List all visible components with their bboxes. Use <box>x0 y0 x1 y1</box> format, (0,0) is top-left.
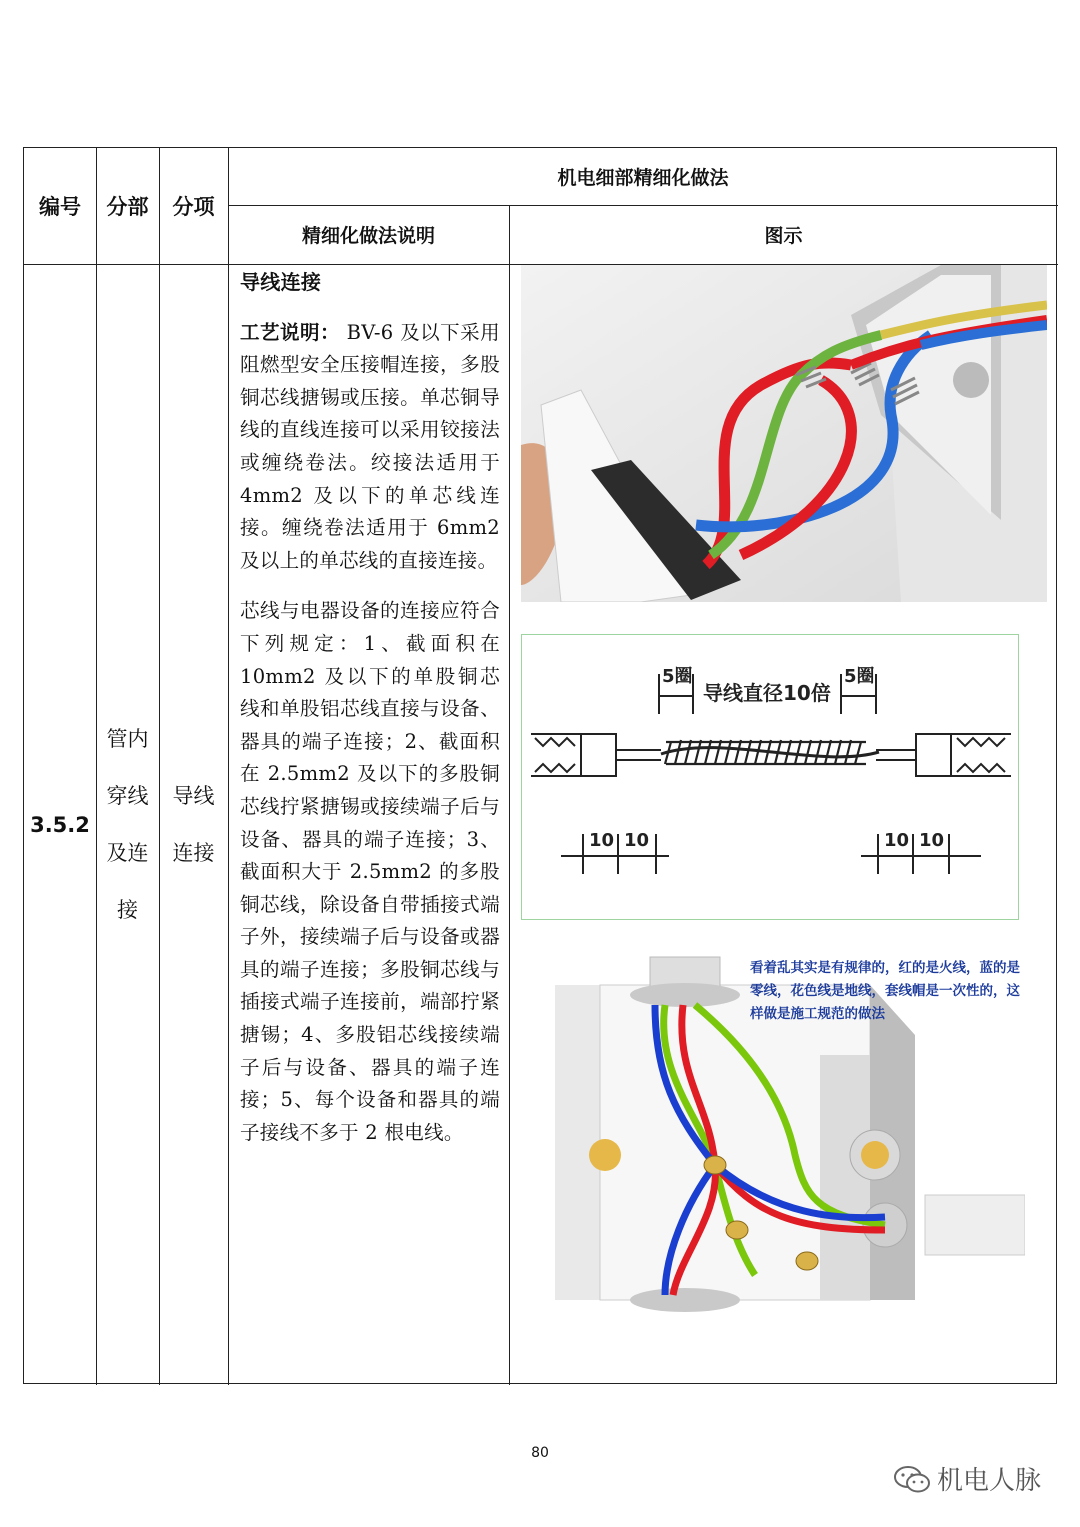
watermark <box>893 1460 1041 1497</box>
junction-box-illustration <box>555 955 1025 1315</box>
label-wire-diameter: 导线直径10倍 <box>703 681 831 705</box>
row-code: 3.5.2 <box>30 812 90 837</box>
watermark-text: 机电人脉 <box>937 1466 1042 1496</box>
row-dept <box>96 264 159 1385</box>
header-code: 编号 <box>39 195 81 219</box>
item-line: 导线 <box>172 783 215 808</box>
dim-label: 10 <box>919 830 945 851</box>
dept-line: 接 <box>117 897 138 922</box>
dim-label: 10 <box>884 830 910 851</box>
socket-wiring-photo <box>521 265 1047 602</box>
description-lead: 工艺说明： <box>240 320 340 344</box>
description-cell <box>240 266 500 1149</box>
description-paragraph-1 <box>240 317 500 578</box>
header-dept: 分部 <box>106 195 149 219</box>
dept-line: 及连 <box>106 840 149 865</box>
label-right-turns: 5圈 <box>844 666 875 687</box>
header-figure: 图示 <box>764 225 803 247</box>
wire-joint-drawing <box>521 634 1019 920</box>
description-title: 导线连接 <box>240 270 322 294</box>
header-group-title: 机电细部精细化做法 <box>557 167 729 189</box>
description-paragraph-2: 芯线与电器设备的连接应符合下列规定：1、截面积在 10mm2 及以下的单股铜芯线和单股铝芯线直接与设备、器具的端子连接；2、截面积在 2.5mm2 及以下的多股铜芯线拧紧搪锡或接续端子后与设备、器具的端子连接；3、截面积大于 2.5mm2 的多股铜芯线，除设备自带插接式端子外，接续端子后与设备或器具的端子连接；多股铜芯线与插接式端子连接前，端部拧紧搪锡；4、多股铝芯线接续端子后与设备、器具的端子连接；5、每个设备和器具的端子接线不多于 2 根电线。 <box>240 599 500 1144</box>
description-text-1: BV-6 及以下采用阻燃型安全压接帽连接，多股铜芯线搪锡或压接。单芯铜导线的直线连接可以采用铰接法或缠绕卷法。绞接法适用于 4mm2 及以下的单芯线连接。缠绕卷法适用于 6mm2 及以上的单芯线的直接连接。 <box>240 320 500 572</box>
item-line: 连接 <box>172 840 215 865</box>
header-description: 精细化做法说明 <box>301 225 435 247</box>
dim-label: 10 <box>589 830 615 851</box>
page-number: 80 <box>531 1445 549 1461</box>
dim-label: 10 <box>624 830 650 851</box>
dept-line: 穿线 <box>106 783 149 808</box>
dept-line: 管内 <box>106 726 149 751</box>
wiring-note: 看着乱其实是有规律的，红的是火线，蓝的是零线，花色线是地线，套线帽是一次性的，这样做是施工规范的做法 <box>750 960 1020 1022</box>
label-left-turns: 5圈 <box>662 666 693 687</box>
header-item: 分项 <box>172 195 215 219</box>
wechat-icon <box>893 1464 931 1494</box>
row-item <box>159 264 228 1385</box>
